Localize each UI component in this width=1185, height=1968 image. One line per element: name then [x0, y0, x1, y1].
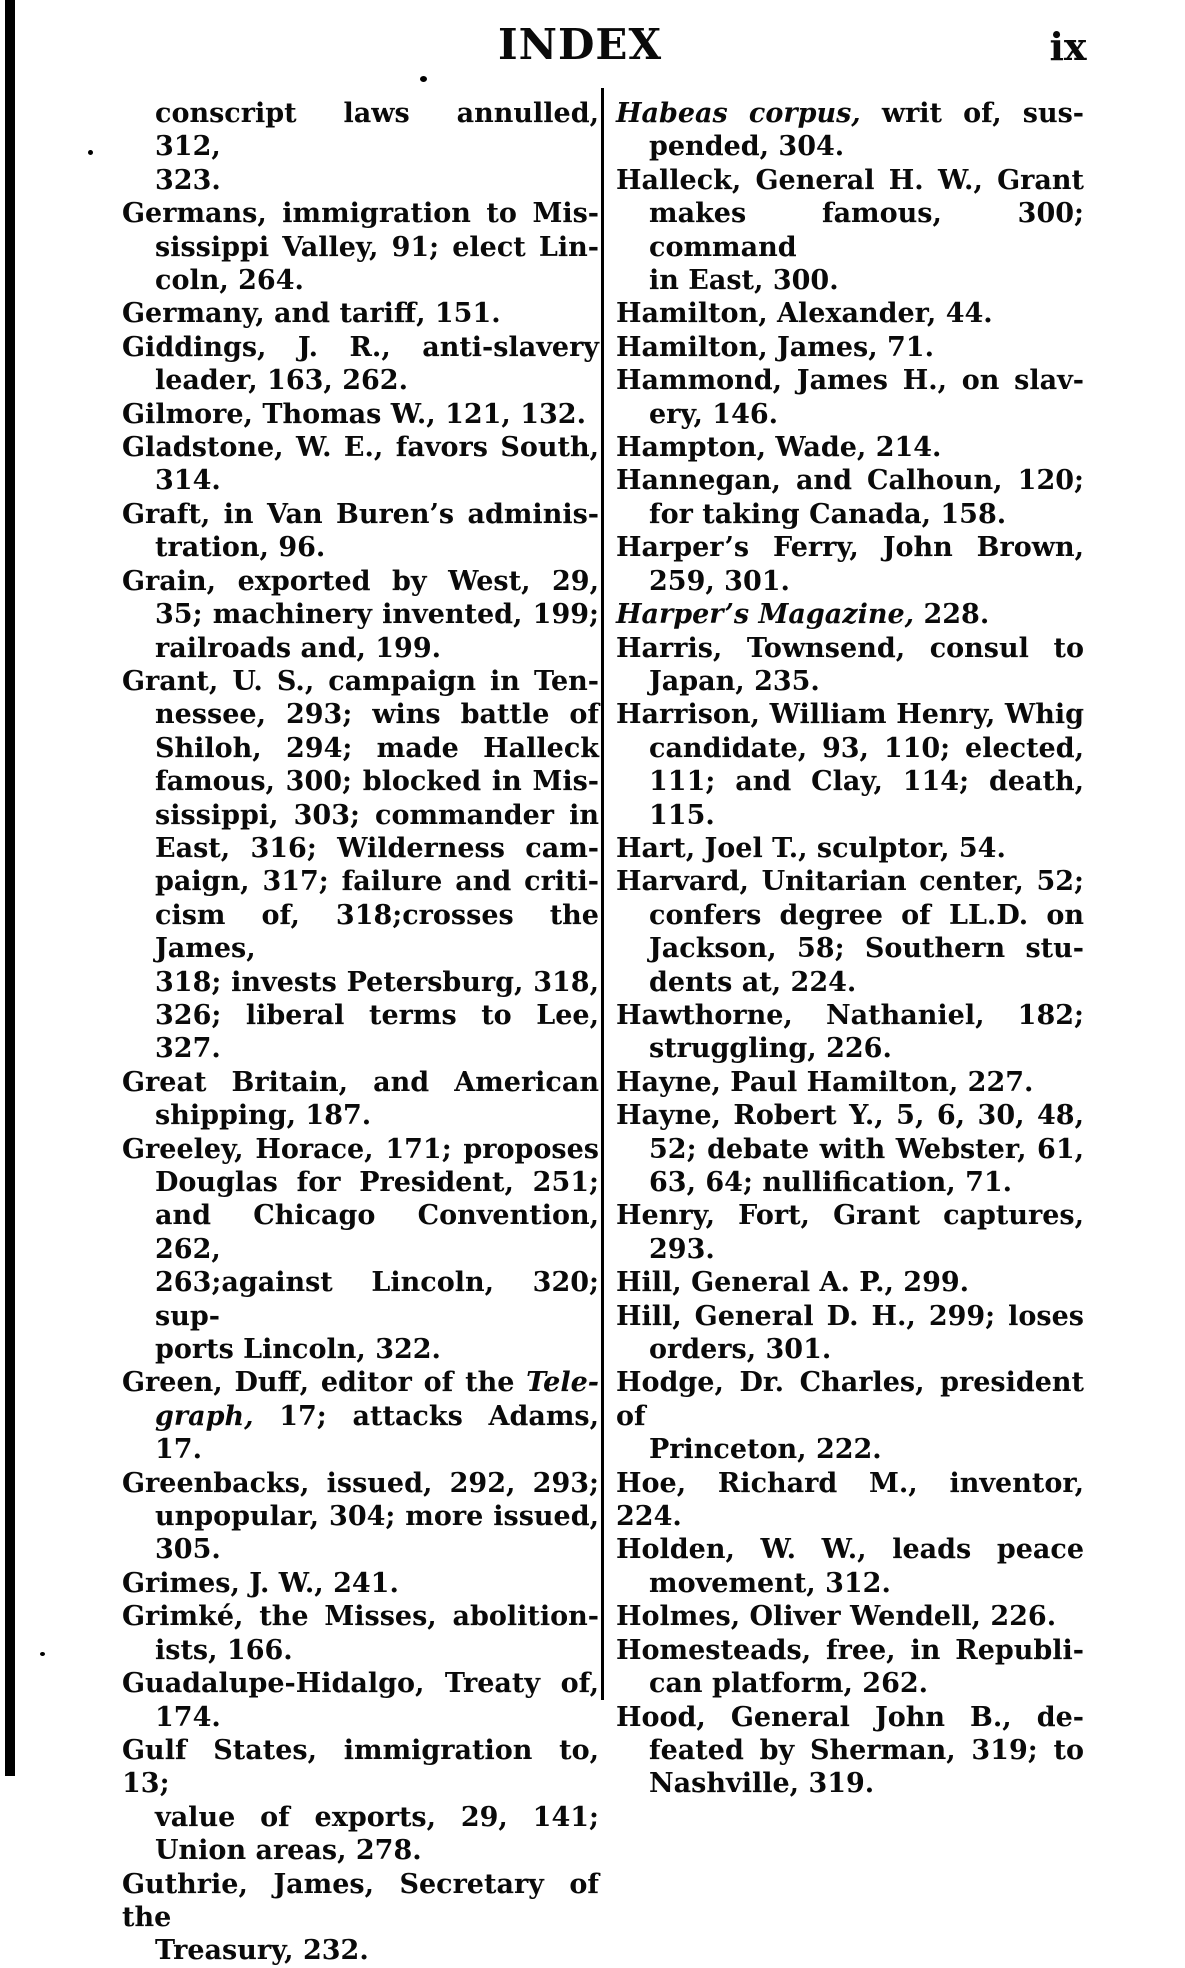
index-entry [122, 1366, 599, 1466]
entry-line: Guadalupe-Hidalgo, Treaty of, [122, 1668, 599, 1700]
entry-line: Harper’s Ferry, John Brown, [616, 532, 1084, 564]
index-column-left [122, 97, 599, 1968]
entry-line: Hodge, Dr. Charles, president of [616, 1367, 1084, 1432]
index-entry [122, 498, 599, 565]
entry-line: feated by Sherman, 319; to [649, 1734, 1084, 1766]
entry-line: Hart, Joel T., sculptor, 54. [616, 832, 1006, 864]
entry-line: Hood, General John B., de- [616, 1701, 1084, 1733]
index-entry [616, 1366, 1084, 1466]
entry-line: unpopular, 304; more issued, [155, 1501, 599, 1533]
entry-line: famous, 300; blocked in Mis- [155, 766, 599, 798]
entry-line: Union areas, 278. [155, 1835, 422, 1867]
entry-line: Harper’s Magazine, 228. [616, 599, 990, 631]
entry-line: Japan, 235. [649, 665, 820, 697]
entry-line: orders, 301. [649, 1334, 832, 1366]
index-entry [122, 665, 599, 1066]
entry-line: Hannegan, and Calhoun, 120; [616, 465, 1084, 497]
entry-line: Holden, W. W., leads peace [616, 1534, 1084, 1566]
entry-line: sissippi, 303; commander in [155, 799, 599, 831]
entry-line: Homesteads, free, in Republi- [616, 1634, 1084, 1666]
entry-line: Green, Duff, editor of the Tele- [122, 1367, 599, 1399]
index-entry [616, 164, 1084, 298]
index-entry [616, 331, 1084, 364]
index-entry [616, 1467, 1084, 1534]
entry-line: 111; and Clay, 114; death, [649, 766, 1084, 798]
entry-line: 323. [155, 164, 221, 196]
entry-line: Hammond, James H., on slav- [616, 365, 1084, 397]
entry-line: 293. [649, 1233, 715, 1265]
entry-line: can platform, 262. [649, 1668, 929, 1700]
entry-line: Great Britain, and American [122, 1066, 599, 1098]
index-entry [616, 865, 1084, 999]
index-entry [122, 1868, 599, 1968]
entry-line: Grant, U. S., campaign in Ten- [122, 665, 599, 697]
entry-line: dents at, 224. [649, 966, 857, 998]
index-entry [616, 1634, 1084, 1701]
entry-line: Hayne, Paul Hamilton, 227. [616, 1066, 1034, 1098]
index-entry [616, 364, 1084, 431]
index-entry [616, 531, 1084, 598]
index-entry [122, 431, 599, 498]
index-entry [122, 97, 599, 197]
index-entry [616, 431, 1084, 464]
index-column-right [616, 97, 1084, 1801]
index-entry [616, 1600, 1084, 1633]
entry-line: coln, 264. [155, 265, 304, 297]
entry-line: 263;against Lincoln, 320; sup- [155, 1267, 599, 1332]
entry-line: Harris, Townsend, consul to [616, 632, 1084, 664]
scan-speck [420, 76, 427, 82]
index-entry [616, 464, 1084, 531]
entry-line: cism of, 318;crosses the James, [155, 899, 599, 965]
index-entry [616, 598, 1084, 631]
entry-line: Giddings, J. R., anti-slavery [122, 331, 599, 363]
entry-line: Greeley, Horace, 171; proposes [122, 1133, 599, 1165]
page-title: INDEX [497, 20, 663, 69]
column-divider [601, 88, 604, 1700]
index-entry [122, 398, 599, 431]
entry-line: 35; machinery invented, 199; [155, 599, 599, 631]
entry-line: Hawthorne, Nathaniel, 182; [616, 999, 1084, 1031]
entry-line: 326; liberal terms to Lee, 327. [155, 999, 599, 1065]
entry-line: nessee, 293; wins battle of [155, 699, 599, 731]
index-entry [616, 632, 1084, 699]
index-entry [122, 1467, 599, 1567]
entry-line: Hoe, Richard M., inventor, 224. [616, 1467, 1084, 1533]
index-entry [616, 1701, 1084, 1801]
index-entry [616, 1300, 1084, 1367]
index-entry [616, 297, 1084, 330]
entry-line: Hayne, Robert Y., 5, 6, 30, 48, [616, 1100, 1084, 1132]
entry-line: ists, 166. [155, 1634, 293, 1666]
entry-line: 174. [155, 1701, 221, 1733]
entry-line: ports Lincoln, 322. [155, 1334, 441, 1366]
entry-line: leader, 163, 262. [155, 365, 408, 397]
index-entry [616, 97, 1084, 164]
index-entry [616, 1533, 1084, 1600]
index-entry [122, 1734, 599, 1868]
entry-line: graph, 17; attacks Adams, 17. [155, 1400, 599, 1466]
entry-line: 259, 301. [649, 565, 790, 597]
entry-line: 115. [649, 799, 715, 831]
entry-line: Jackson, 58; Southern stu- [649, 933, 1084, 965]
entry-line: Grain, exported by West, 29, [122, 565, 599, 597]
entry-line: for taking Canada, 158. [649, 498, 1007, 530]
entry-line: Princeton, 222. [649, 1434, 882, 1466]
entry-line: Treasury, 232. [155, 1935, 369, 1967]
scan-speck [88, 150, 93, 155]
entry-line: Shiloh, 294; made Halleck [155, 732, 599, 764]
entry-line: and Chicago Convention, 262, [155, 1200, 599, 1265]
index-entry [616, 1266, 1084, 1299]
entry-line: sissippi Valley, 91; elect Lin- [155, 231, 599, 263]
entry-line: railroads and, 199. [155, 632, 442, 664]
entry-line: Germany, and tariff, 151. [122, 298, 501, 330]
entry-line: Graft, in Van Buren’s adminis- [122, 498, 599, 530]
index-entry [122, 1066, 599, 1133]
entry-line: Grimké, the Misses, abolition- [122, 1601, 599, 1633]
index-entry [616, 1066, 1084, 1099]
entry-line: Habeas corpus, writ of, sus- [616, 98, 1084, 129]
entry-line: Hamilton, Alexander, 44. [616, 298, 993, 330]
entry-line: Hampton, Wade, 214. [616, 432, 942, 464]
index-entry [122, 565, 599, 665]
entry-line: tration, 96. [155, 532, 326, 564]
entry-line: Gilmore, Thomas W., 121, 132. [122, 398, 586, 430]
entry-line: 52; debate with Webster, 61, [649, 1133, 1084, 1165]
index-entry [122, 1133, 599, 1367]
index-entry [616, 1199, 1084, 1266]
entry-line: Harrison, William Henry, Whig [616, 699, 1084, 731]
entry-line: Gulf States, immigration to, 13; [122, 1734, 599, 1800]
entry-line: ery, 146. [649, 398, 779, 430]
entry-line: paign, 317; failure and criti- [155, 866, 599, 898]
index-entry [122, 1567, 599, 1600]
index-entry [616, 698, 1084, 832]
entry-line: 314. [155, 465, 221, 497]
entry-line: Grimes, J. W., 241. [122, 1567, 399, 1599]
entry-line: makes famous, 300; command [649, 198, 1084, 263]
entry-line: Henry, Fort, Grant captures, [616, 1200, 1084, 1232]
page-number: ix [1049, 24, 1087, 69]
entry-line: conscript laws annulled, 312, [155, 98, 599, 163]
entry-line: Greenbacks, issued, 292, 293; [122, 1467, 599, 1499]
entry-line: value of exports, 29, 141; [155, 1801, 599, 1833]
index-entry [122, 297, 599, 330]
entry-line: Nashville, 319. [649, 1768, 875, 1800]
page-spine-shadow [5, 0, 15, 1776]
entry-line: struggling, 226. [649, 1033, 892, 1065]
entry-line: Harvard, Unitarian center, 52; [616, 866, 1084, 898]
entry-line: Guthrie, James, Secretary of the [122, 1868, 599, 1933]
entry-line: in East, 300. [649, 265, 839, 297]
entry-line: East, 316; Wilderness cam- [155, 832, 599, 864]
index-entry [616, 1099, 1084, 1199]
entry-line: Hill, General A. P., 299. [616, 1267, 970, 1299]
index-entry [122, 197, 599, 297]
index-entry [122, 1667, 599, 1734]
entry-line: Douglas for President, 251; [155, 1167, 599, 1198]
entry-line: 318; invests Petersburg, 318, [155, 966, 599, 998]
entry-line: 63, 64; nullification, 71. [649, 1167, 1013, 1198]
index-entry [122, 1600, 599, 1667]
entry-line: Germans, immigration to Mis- [122, 198, 599, 230]
index-entry [616, 999, 1084, 1066]
entry-line: Hamilton, James, 71. [616, 331, 934, 363]
entry-line: 305. [155, 1534, 221, 1566]
entry-line: Halleck, General H. W., Grant [616, 164, 1084, 196]
entry-line: shipping, 187. [155, 1100, 372, 1132]
entry-line: movement, 312. [649, 1567, 891, 1599]
entry-line: Holmes, Oliver Wendell, 226. [616, 1601, 1057, 1633]
entry-line: confers degree of LL.D. on [649, 899, 1084, 931]
index-entry [122, 331, 599, 398]
entry-line: Hill, General D. H., 299; loses [616, 1300, 1084, 1332]
entry-line: Gladstone, W. E., favors South, [122, 432, 599, 464]
entry-line: candidate, 93, 110; elected, [649, 732, 1084, 764]
entry-line: pended, 304. [649, 131, 845, 163]
index-entry [616, 832, 1084, 865]
scan-speck [40, 1652, 45, 1656]
